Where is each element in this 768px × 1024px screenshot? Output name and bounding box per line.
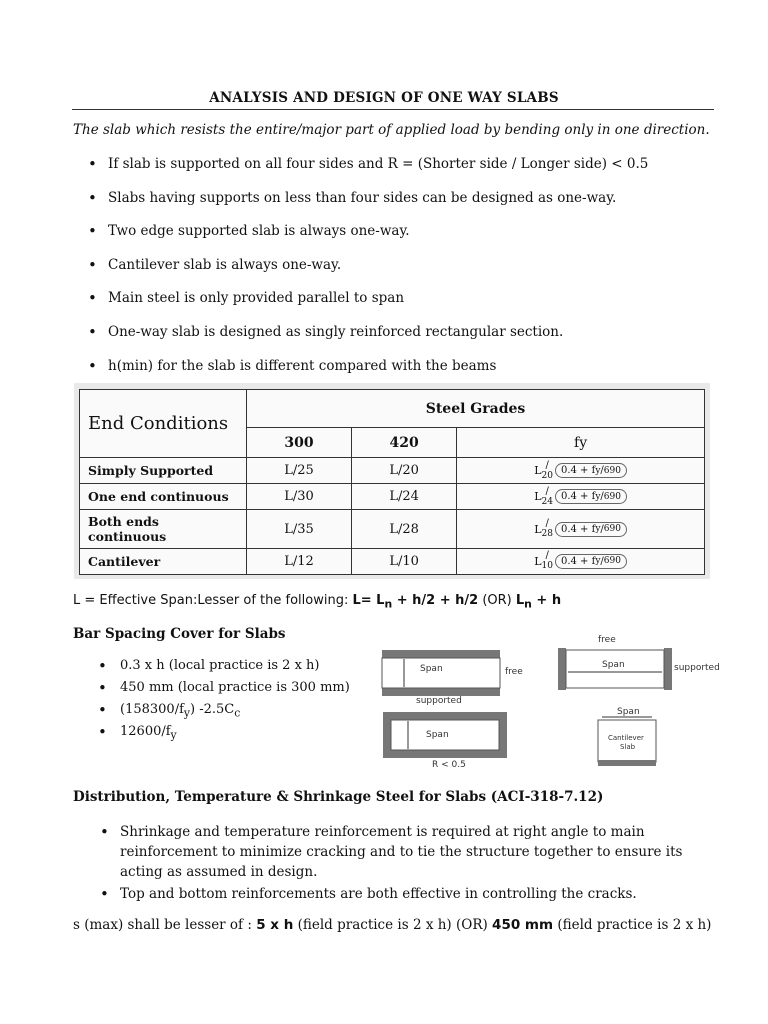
cell-fy	[457, 484, 705, 510]
smax-prefix: s (max) shall be lesser of :	[73, 917, 257, 933]
bar-item-3-a: (158300/f	[120, 702, 184, 717]
bar-spacing-list	[98, 657, 350, 745]
fy-den: 20	[541, 470, 553, 481]
cell-420: L/20	[352, 458, 457, 484]
fy-expression	[534, 519, 627, 539]
distribution-heading: Distribution, Temperature & Shrinkage Steel for Slabs (ACI-318-7.12)	[73, 789, 604, 805]
fy-den-frac: / 20	[541, 459, 553, 481]
smax-p2: (field practice is 2 x h)	[553, 917, 712, 933]
steel-grades-header: Steel Grades	[247, 390, 705, 428]
col-300-header: 300	[247, 428, 352, 458]
fy-sub: y	[595, 556, 601, 567]
list-item: • 450 mm (local practice is 300 mm)	[98, 679, 350, 701]
list-item	[98, 701, 350, 723]
slab-bullet-list	[88, 154, 728, 389]
bar-item-4: 12600/f	[120, 724, 171, 739]
fy-l: L	[534, 554, 542, 568]
fy-plus: 0.4 +	[560, 491, 589, 503]
fy-f: f	[591, 555, 596, 567]
intro-text: The slab which resists the entire/major part of applied load by bending only in one direction.	[73, 122, 710, 138]
effective-span-equation	[73, 593, 561, 611]
bar-sub-c: c	[234, 706, 241, 720]
col-fy-header: fy	[457, 428, 705, 458]
list-item: • Slabs having supports on less than four sides can be designed as one-way.	[88, 188, 728, 222]
list-item: • Top and bottom reinforcements are both effective in controlling the cracks.	[100, 884, 700, 904]
support-left-2	[558, 648, 566, 690]
span-eq2: L	[515, 593, 525, 608]
distribution-list	[100, 822, 700, 906]
list-item: • h(min) for the slab is different compared with the beams	[88, 356, 728, 390]
span-eq1: L= L	[352, 593, 385, 608]
row-label: Simply Supported	[80, 458, 247, 484]
fy-690: 690	[603, 465, 621, 476]
ratio-label: R < 0.5	[432, 760, 466, 770]
fy-f: f	[591, 465, 596, 477]
list-item: • One-way slab is designed as singly reinforced rectangular section.	[88, 322, 728, 356]
cell-300: L/25	[247, 458, 352, 484]
fy-paren: 0.4 + f y / 690	[555, 489, 627, 504]
free-label-2: free	[598, 635, 616, 645]
span-eq1-rest: + h/2 + h/2	[392, 593, 479, 608]
fy-plus: 0.4 +	[560, 523, 589, 535]
fy-den-frac: / 28	[541, 518, 553, 540]
cantilever-label-2: Slab	[620, 743, 636, 751]
cantilever-support	[598, 760, 656, 766]
fy-690: 690	[603, 491, 621, 502]
cell-300: L/12	[247, 548, 352, 574]
cell-300: L/35	[247, 510, 352, 549]
free-label-1: free	[505, 667, 523, 677]
fy-den: 28	[541, 529, 553, 540]
list-item: • If slab is supported on all four sides and R = (Shorter side / Longer side) < 0.5	[88, 154, 728, 188]
span-eq2-rest: + h	[531, 593, 562, 608]
cell-fy	[457, 458, 705, 484]
span-label-2: Span	[602, 660, 625, 670]
title-rule	[72, 109, 714, 110]
fy-l: L	[534, 490, 542, 504]
table-row	[80, 484, 705, 510]
list-item: • 0.3 x h (local practice is 2 x h)	[98, 657, 350, 679]
cell-420: L/24	[352, 484, 457, 510]
table-row	[80, 548, 705, 574]
slab-support-diagram	[380, 632, 730, 772]
list-item	[98, 723, 350, 745]
fy-expression	[534, 487, 627, 507]
fy-expression	[534, 551, 627, 571]
span-sub-n2: n	[524, 597, 532, 611]
support-bottom-1	[382, 688, 500, 696]
fy-den: 10	[541, 561, 553, 572]
table-row	[80, 458, 705, 484]
row-label: One end continuous	[80, 484, 247, 510]
hmin-table	[79, 389, 705, 575]
support-right-2	[664, 648, 672, 690]
span-prefix: L = Effective Span:Lesser of the following:	[73, 593, 353, 608]
cell-420: L/10	[352, 548, 457, 574]
list-item: • Cantilever slab is always one-way.	[88, 255, 728, 289]
span-sub-n: n	[384, 597, 393, 611]
fy-690: 690	[603, 556, 621, 567]
bar-spacing-heading: Bar Spacing Cover for Slabs	[73, 626, 286, 642]
page-title: ANALYSIS AND DESIGN OF ONE WAY SLABS	[209, 90, 559, 106]
col-420-header: 420	[352, 428, 457, 458]
fy-plus: 0.4 +	[560, 465, 589, 477]
fy-den-frac: / 24	[541, 485, 553, 507]
fy-sub: y	[595, 465, 601, 476]
list-item: • Two edge supported slab is always one-way.	[88, 221, 728, 255]
fy-sub: y	[595, 524, 601, 535]
bar-sub-y2: y	[170, 728, 177, 742]
fy-paren: 0.4 + f y / 690	[555, 463, 627, 478]
hmin-table-frame	[74, 383, 710, 579]
fy-l: L	[534, 464, 542, 478]
supported-label-3: supported	[416, 696, 462, 706]
span-label-1: Span	[420, 664, 443, 674]
bar-item-3-b: ) -2.5C	[190, 702, 235, 717]
cell-fy	[457, 510, 705, 549]
fy-690: 690	[603, 524, 621, 535]
fy-paren: 0.4 + f y / 690	[555, 554, 627, 569]
fy-f: f	[591, 491, 596, 503]
cell-fy	[457, 548, 705, 574]
fy-f: f	[591, 523, 596, 535]
cell-420: L/28	[352, 510, 457, 549]
fy-den-frac: / 10	[541, 550, 553, 572]
cell-300: L/30	[247, 484, 352, 510]
smax-p1: (field practice is 2 x h) (OR)	[293, 917, 493, 933]
cantilever-label-1: Cantilever	[608, 734, 644, 742]
span-label-4: Span	[617, 707, 640, 717]
span-label-3: Span	[426, 730, 449, 740]
fy-den: 24	[541, 496, 553, 507]
fy-plus: 0.4 +	[560, 555, 589, 567]
smax-v1: 5 x h	[256, 917, 294, 933]
fy-l: L	[534, 522, 542, 536]
span-or: (OR)	[478, 593, 516, 608]
fy-sub: y	[595, 491, 601, 502]
smax-v2: 450 mm	[492, 917, 554, 933]
table-row	[80, 510, 705, 549]
list-item: • Shrinkage and temperature reinforcement is required at right angle to main reinforcement to minimize cracking and to tie the structure together to ensure its acting as assumed in design.	[100, 822, 700, 882]
fy-expression	[534, 461, 627, 481]
bar-sub-y: y	[183, 706, 191, 720]
list-item: • Main steel is only provided parallel to span	[88, 288, 728, 322]
end-conditions-header: End Conditions	[80, 390, 247, 458]
support-top-1	[382, 650, 500, 658]
supported-label-2: supported	[674, 663, 720, 673]
row-label: Cantilever	[80, 548, 247, 574]
fy-paren: 0.4 + f y / 690	[555, 522, 627, 537]
row-label: Both ends continuous	[80, 510, 247, 549]
smax-statement	[73, 917, 711, 933]
